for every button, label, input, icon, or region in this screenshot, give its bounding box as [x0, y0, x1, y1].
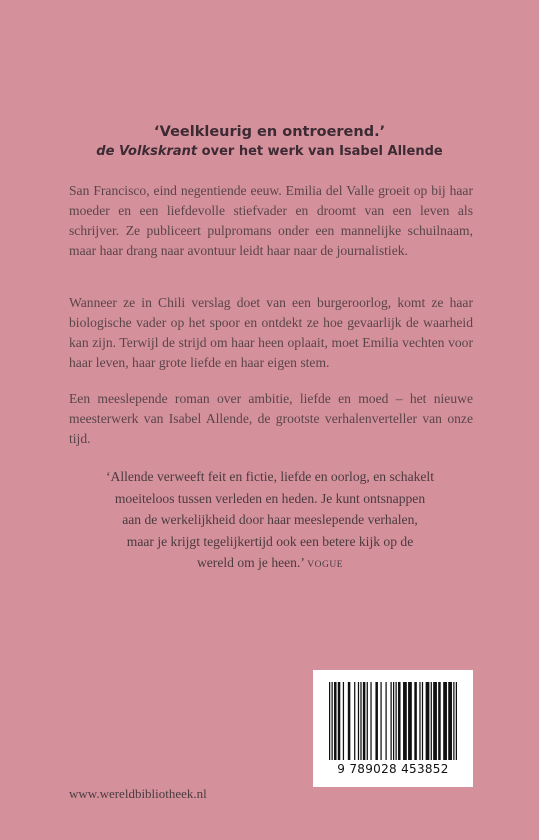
blurb-paragraph-2 — [69, 293, 473, 373]
isbn-barcode — [313, 670, 473, 787]
review-line: moeiteloos tussen verleden en heden. Je kunt ontsnappen — [114, 490, 426, 506]
review-source: VOGUE — [307, 560, 344, 570]
attribution-rest: over het werk van Isabel Allende — [197, 144, 443, 159]
review-line: maar je krijgt tegelijkertijd ook een betere kijk op de — [126, 533, 414, 549]
headline-quote: ‘Veelkleurig en ontroerend.’ — [153, 124, 386, 140]
review-quote — [40, 466, 500, 577]
paragraph-text: San Francisco, eind negentiende eeuw. Emilia del Valle groeit op bij haar moeder en een liefdevolle stiefvader en droomt van een leven als schrijver. Ze publiceert pulpromans onder een mannelijke schuilnaam, maar haar drang naar avontuur leidt haar naar de journalistiek. — [69, 183, 473, 258]
publisher-website: www.wereldbibliotheek.nl — [69, 786, 207, 801]
paragraph-text: Wanneer ze in Chili verslag doet van een burgeroorlog, komt ze haar biologische vader op het spoor en ontdekt ze hoe gevaarlijk de waarheid kan zijn. Terwijl de strijd om haar heen oplaait, moet Emilia vechten voor haar leven, haar grote liefde en haar eigen stem. — [69, 295, 473, 370]
attribution-source: de Volkskrant — [96, 144, 198, 159]
headline-quote-block — [0, 122, 539, 162]
review-line: aan de werkelijkheid door haar meeslepende verhalen, — [122, 512, 418, 527]
headline-attribution — [0, 142, 539, 162]
blurb-paragraph-1 — [69, 181, 473, 261]
review-last-line — [40, 552, 500, 577]
review-line: wereld om je heen.’ — [196, 555, 304, 570]
paragraph-text: Een meeslepende roman over ambitie, liefde en moed – het nieuwe meesterwerk van Isabel Allende, de grootste verhalenverteller van onze tijd. — [69, 391, 473, 446]
blurb-paragraph-3 — [69, 389, 473, 449]
review-line: ‘Allende verweeft feit en fictie, liefde en oorlog, en schakelt — [106, 469, 434, 484]
isbn-number: 9 789028 453852 — [337, 762, 449, 776]
